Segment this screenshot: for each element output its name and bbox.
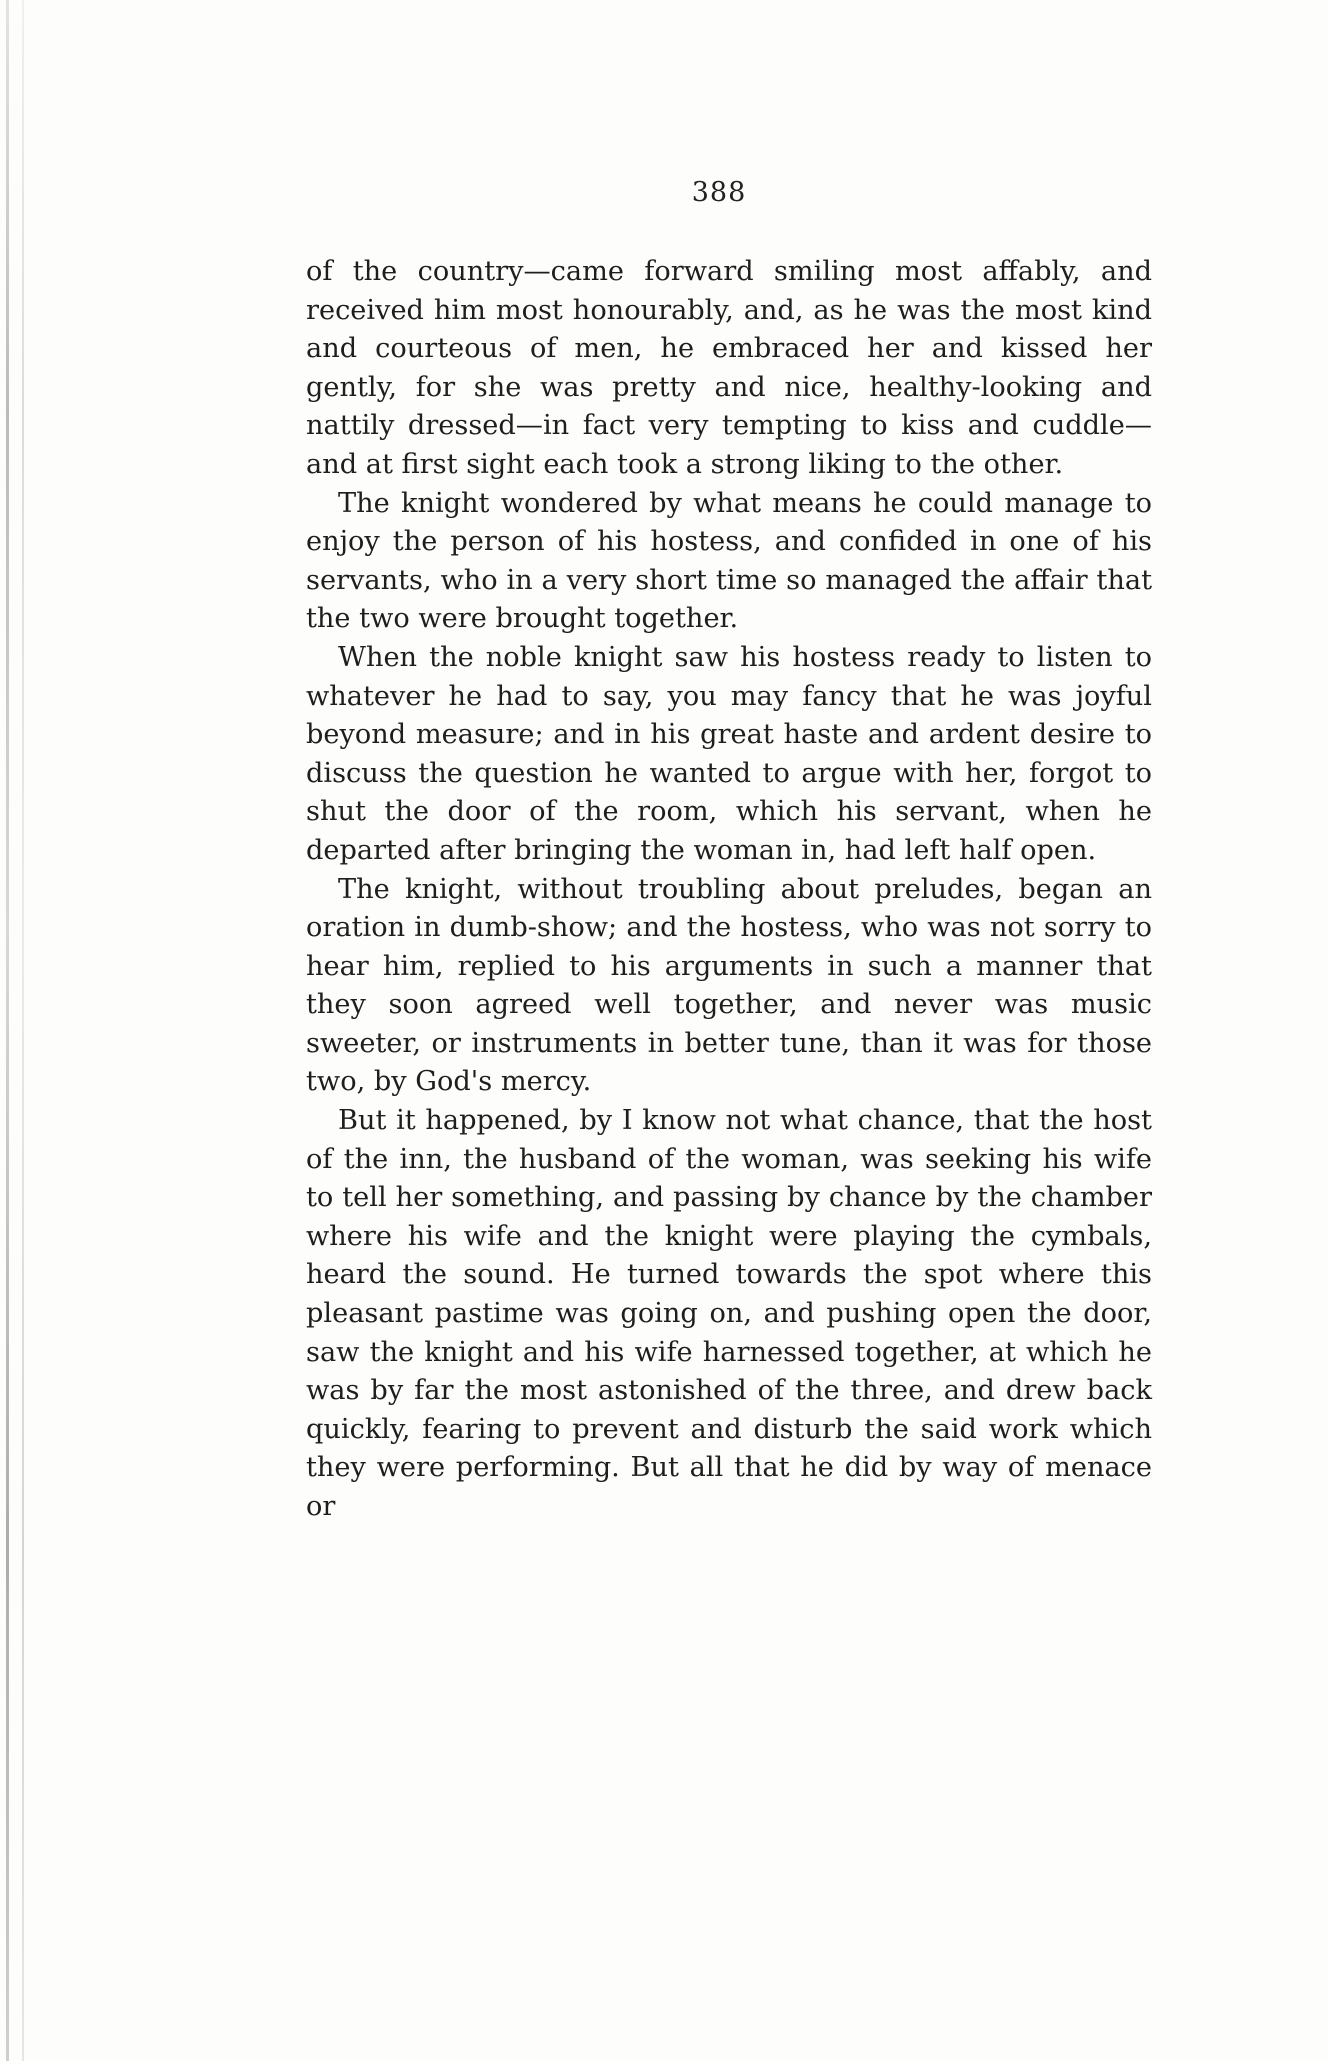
paragraph-5: But it happened, by I know not what chance, that the host of the inn, the husband of the woman, was seeking his wife to tell her something, and passing by chance by the chamber where his wife and the knight were playing the cymbals, heard the sound. He turned towards the spot where this pleasant pastime was going on, and pushing open the door, saw the knight and his wife harnessed together, at which he was by far the most astonished of the three, and drew back quickly, fearing to prevent and disturb the said work which they were performing. But all that he did by way of menace or xyxy=(306,1105,1152,1522)
body-text xyxy=(306,253,1152,1527)
paragraph-2: The knight wondered by what means he could manage to enjoy the person of his hostess, and confided in one of his servants, who in a very short time so managed the affair that the two were brought together. xyxy=(306,487,1152,635)
page-number: 388 xyxy=(691,177,747,208)
binding-edge-shadow xyxy=(22,0,24,2061)
paragraph-3: When the noble knight saw his hostess ready to listen to whatever he had to say, you may fancy that he was joyful beyond measure; and in his great haste and ardent desire to discuss the question he wanted to argue with her, forgot to shut the door of the room, which his servant, when he departed after bringing the woman in, had left half open. xyxy=(306,641,1152,866)
binding-edge xyxy=(6,0,9,2061)
paragraph-1: of the country—came forward smiling most affably, and received him most honourably, and, as he was the most kind and courteous of men, he embraced her and kissed her gently, for she was pretty and nice, healthy-looking and nattily dressed—in fact very tempting to kiss and cuddle—and at first sight each took a strong liking to the other. xyxy=(306,256,1152,480)
paragraph-4: The knight, without troubling about preludes, began an oration in dumb-show; and the hostess, who was not sorry to hear him, replied to his arguments in such a manner that they soon agreed well together, and never was music sweeter, or instruments in better tune, than it was for those two, by God's mercy. xyxy=(306,873,1152,1098)
